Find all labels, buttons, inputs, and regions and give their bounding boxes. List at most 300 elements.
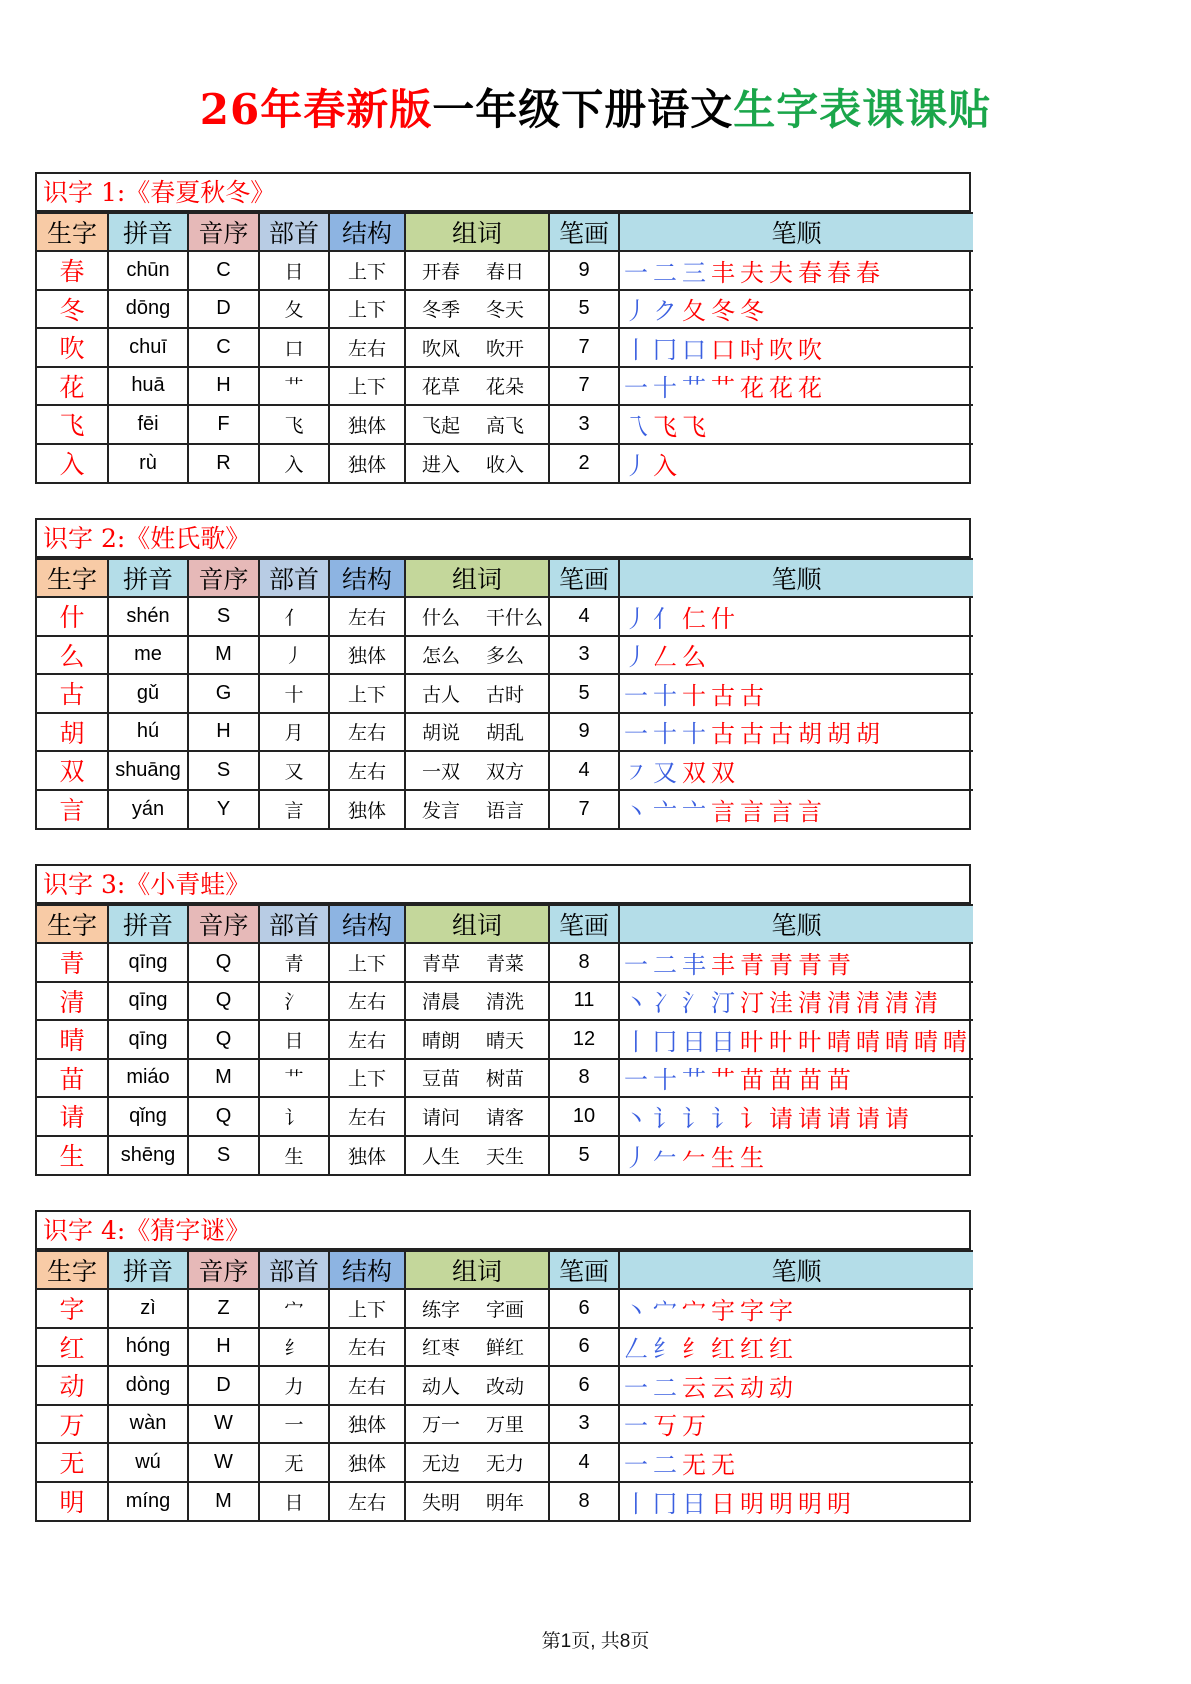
stroke-step: 言 bbox=[740, 797, 766, 826]
radical-cell: 无 bbox=[259, 1443, 329, 1482]
initial-letter-cell: Q bbox=[188, 1020, 259, 1059]
header-pinyin: 拼音 bbox=[108, 905, 188, 943]
structure-cell: 左右 bbox=[329, 597, 405, 636]
word-1: 进入 bbox=[422, 453, 461, 476]
stroke-step: 清 bbox=[856, 989, 882, 1018]
stroke-step: 胡 bbox=[827, 720, 853, 749]
word-1: 古人 bbox=[422, 683, 461, 706]
stroke-count-cell: 2 bbox=[549, 444, 619, 483]
character-table bbox=[37, 1250, 973, 1520]
radical-cell: 生 bbox=[259, 1136, 329, 1175]
stroke-step: 明 bbox=[827, 1489, 853, 1518]
word-1: 请问 bbox=[422, 1106, 461, 1129]
words-cell bbox=[405, 1020, 549, 1059]
stroke-step: 清 bbox=[885, 989, 911, 1018]
stroke-step: 纟 bbox=[653, 1335, 679, 1364]
word-2: 胡乱 bbox=[486, 722, 525, 745]
pinyin-cell: chuī bbox=[108, 328, 188, 367]
character-cell: 古 bbox=[37, 674, 108, 713]
stroke-count-cell: 7 bbox=[549, 790, 619, 829]
pinyin-cell: wú bbox=[108, 1443, 188, 1482]
header-jiegou: 结构 bbox=[329, 213, 405, 251]
word-1: 无边 bbox=[422, 1452, 461, 1475]
initial-letter-cell: W bbox=[188, 1443, 259, 1482]
pinyin-cell: huā bbox=[108, 367, 188, 406]
stroke-step: 苗 bbox=[740, 1066, 766, 1095]
initial-letter-cell: W bbox=[188, 1405, 259, 1444]
structure-cell: 左右 bbox=[329, 1328, 405, 1367]
stroke-count-cell: 4 bbox=[549, 751, 619, 790]
word-1: 豆苗 bbox=[422, 1068, 461, 1091]
stroke-step: 飞 bbox=[653, 412, 679, 441]
stroke-step: 苗 bbox=[798, 1066, 824, 1095]
stroke-step: 讠 bbox=[682, 1104, 708, 1133]
stroke-step: 红 bbox=[711, 1335, 737, 1364]
character-cell: 苗 bbox=[37, 1059, 108, 1098]
pinyin-cell: fēi bbox=[108, 405, 188, 444]
words-cell bbox=[405, 1482, 549, 1521]
stroke-step: 丶 bbox=[624, 989, 650, 1018]
stroke-step: 旪 bbox=[740, 1027, 766, 1056]
pinyin-cell: qīng bbox=[108, 982, 188, 1021]
character-cell: 青 bbox=[37, 943, 108, 982]
table-row bbox=[37, 597, 973, 636]
word-1: 飞起 bbox=[422, 414, 461, 437]
stroke-step: 晴 bbox=[885, 1027, 911, 1056]
words-cell bbox=[405, 1443, 549, 1482]
stroke-order-cell bbox=[619, 444, 973, 483]
stroke-order-cell bbox=[619, 1366, 973, 1405]
header-bihua: 笔画 bbox=[549, 559, 619, 597]
structure-cell: 独体 bbox=[329, 790, 405, 829]
pinyin-cell: miáo bbox=[108, 1059, 188, 1098]
stroke-step: 夫 bbox=[740, 258, 766, 287]
page-title bbox=[0, 80, 1191, 140]
word-2: 青菜 bbox=[486, 952, 525, 975]
stroke-step: 一 bbox=[624, 374, 650, 403]
stroke-step: 无 bbox=[711, 1450, 737, 1479]
header-pinyin: 拼音 bbox=[108, 213, 188, 251]
stroke-order-cell bbox=[619, 1059, 973, 1098]
stroke-step: 艹 bbox=[682, 1066, 708, 1095]
structure-cell: 上下 bbox=[329, 1289, 405, 1328]
initial-letter-cell: H bbox=[188, 713, 259, 752]
stroke-order-cell bbox=[619, 1020, 973, 1059]
structure-cell: 左右 bbox=[329, 1482, 405, 1521]
stroke-step: 丿 bbox=[624, 297, 650, 326]
character-cell: 明 bbox=[37, 1482, 108, 1521]
structure-cell: 上下 bbox=[329, 1059, 405, 1098]
stroke-count-cell: 6 bbox=[549, 1328, 619, 1367]
words-cell bbox=[405, 1328, 549, 1367]
stroke-step: 红 bbox=[769, 1335, 795, 1364]
stroke-step: 冂 bbox=[653, 1489, 679, 1518]
table-row bbox=[37, 1020, 973, 1059]
header-bushou: 部首 bbox=[259, 213, 329, 251]
structure-cell: 左右 bbox=[329, 328, 405, 367]
table-row bbox=[37, 790, 973, 829]
stroke-step: 生 bbox=[740, 1143, 766, 1172]
words-cell bbox=[405, 1136, 549, 1175]
structure-cell: 独体 bbox=[329, 636, 405, 675]
radical-cell: 日 bbox=[259, 1482, 329, 1521]
word-1: 青草 bbox=[422, 952, 461, 975]
stroke-step: 日 bbox=[682, 1489, 708, 1518]
radical-cell: 力 bbox=[259, 1366, 329, 1405]
stroke-step: 十 bbox=[653, 681, 679, 710]
radical-cell: 丿 bbox=[259, 636, 329, 675]
stroke-step: 夂 bbox=[682, 297, 708, 326]
word-2: 字画 bbox=[486, 1298, 525, 1321]
pinyin-cell: zì bbox=[108, 1289, 188, 1328]
word-2: 天生 bbox=[486, 1145, 525, 1168]
initial-letter-cell: C bbox=[188, 328, 259, 367]
stroke-count-cell: 5 bbox=[549, 1136, 619, 1175]
words-cell bbox=[405, 328, 549, 367]
header-yinxu: 音序 bbox=[188, 1251, 259, 1289]
pinyin-cell: shén bbox=[108, 597, 188, 636]
radical-cell: 艹 bbox=[259, 1059, 329, 1098]
radical-cell: 夂 bbox=[259, 290, 329, 329]
header-jiegou: 结构 bbox=[329, 905, 405, 943]
radical-cell: 青 bbox=[259, 943, 329, 982]
structure-cell: 独体 bbox=[329, 405, 405, 444]
character-table bbox=[37, 212, 973, 482]
radical-cell: 纟 bbox=[259, 1328, 329, 1367]
word-2: 花朵 bbox=[486, 376, 525, 399]
header-row bbox=[37, 213, 973, 251]
stroke-step: 胡 bbox=[798, 720, 824, 749]
stroke-step: 什 bbox=[711, 604, 737, 633]
lesson-title: 识字 1:《春夏秋冬》 bbox=[37, 174, 969, 212]
words-cell bbox=[405, 790, 549, 829]
character-cell: 红 bbox=[37, 1328, 108, 1367]
radical-cell: 一 bbox=[259, 1405, 329, 1444]
pinyin-cell: wàn bbox=[108, 1405, 188, 1444]
stroke-order-cell bbox=[619, 290, 973, 329]
stroke-step: 冬 bbox=[711, 297, 737, 326]
stroke-step: 日 bbox=[711, 1027, 737, 1056]
pinyin-cell: qǐng bbox=[108, 1097, 188, 1136]
stroke-step: 云 bbox=[682, 1373, 708, 1402]
stroke-order-cell bbox=[619, 1289, 973, 1328]
stroke-step: 丰 bbox=[711, 950, 737, 979]
stroke-step: 冫 bbox=[653, 989, 679, 1018]
character-cell: 万 bbox=[37, 1405, 108, 1444]
character-cell: 双 bbox=[37, 751, 108, 790]
table-row bbox=[37, 1482, 973, 1521]
pinyin-cell: qīng bbox=[108, 1020, 188, 1059]
header-row bbox=[37, 1251, 973, 1289]
stroke-order-cell bbox=[619, 943, 973, 982]
stroke-step: 十 bbox=[682, 681, 708, 710]
word-2: 晴天 bbox=[486, 1029, 525, 1052]
header-zuci: 组词 bbox=[405, 1251, 549, 1289]
word-1: 晴朗 bbox=[422, 1029, 461, 1052]
header-jiegou: 结构 bbox=[329, 1251, 405, 1289]
stroke-count-cell: 4 bbox=[549, 1443, 619, 1482]
header-bihua: 笔画 bbox=[549, 905, 619, 943]
radical-cell: 又 bbox=[259, 751, 329, 790]
initial-letter-cell: M bbox=[188, 1059, 259, 1098]
stroke-step: 一 bbox=[624, 258, 650, 287]
structure-cell: 独体 bbox=[329, 444, 405, 483]
character-cell: 请 bbox=[37, 1097, 108, 1136]
stroke-order-cell bbox=[619, 1136, 973, 1175]
word-1: 怎么 bbox=[422, 645, 461, 668]
stroke-step: 古 bbox=[740, 681, 766, 710]
stroke-step: 丶 bbox=[624, 1296, 650, 1325]
stroke-step: 古 bbox=[740, 720, 766, 749]
header-bishun: 笔顺 bbox=[619, 1251, 973, 1289]
stroke-step: 胡 bbox=[856, 720, 882, 749]
stroke-step: 云 bbox=[711, 1373, 737, 1402]
stroke-count-cell: 9 bbox=[549, 251, 619, 290]
words-cell bbox=[405, 444, 549, 483]
stroke-step: 冂 bbox=[653, 335, 679, 364]
stroke-step: 青 bbox=[769, 950, 795, 979]
character-table bbox=[37, 558, 973, 828]
stroke-step: 𠃋 bbox=[624, 1335, 650, 1364]
stroke-step: 字 bbox=[769, 1296, 795, 1325]
stroke-count-cell: 11 bbox=[549, 982, 619, 1021]
stroke-order-cell bbox=[619, 328, 973, 367]
word-2: 明年 bbox=[486, 1491, 525, 1514]
stroke-step: 古 bbox=[711, 681, 737, 710]
table-row bbox=[37, 713, 973, 752]
words-cell bbox=[405, 367, 549, 406]
initial-letter-cell: M bbox=[188, 1482, 259, 1521]
header-yinxu: 音序 bbox=[188, 905, 259, 943]
stroke-order-cell bbox=[619, 597, 973, 636]
stroke-step: 丰 bbox=[682, 950, 708, 979]
stroke-step: 口 bbox=[711, 335, 737, 364]
stroke-step: 丂 bbox=[653, 1412, 679, 1441]
stroke-step: 清 bbox=[798, 989, 824, 1018]
table-row bbox=[37, 1405, 973, 1444]
structure-cell: 左右 bbox=[329, 751, 405, 790]
initial-letter-cell: R bbox=[188, 444, 259, 483]
stroke-step: 𠂉 bbox=[682, 1143, 708, 1172]
header-bushou: 部首 bbox=[259, 1251, 329, 1289]
stroke-step: 丿 bbox=[624, 604, 650, 633]
table-row bbox=[37, 943, 973, 982]
stroke-order-cell bbox=[619, 251, 973, 290]
stroke-step: 清 bbox=[827, 989, 853, 1018]
stroke-step: 二 bbox=[653, 950, 679, 979]
header-yinxu: 音序 bbox=[188, 213, 259, 251]
stroke-count-cell: 6 bbox=[549, 1366, 619, 1405]
table-row bbox=[37, 251, 973, 290]
stroke-order-cell bbox=[619, 1328, 973, 1367]
table-row bbox=[37, 674, 973, 713]
radical-cell: 讠 bbox=[259, 1097, 329, 1136]
stroke-step: 万 bbox=[682, 1412, 708, 1441]
stroke-count-cell: 8 bbox=[549, 1059, 619, 1098]
words-cell bbox=[405, 1059, 549, 1098]
pinyin-cell: yán bbox=[108, 790, 188, 829]
stroke-step: 日 bbox=[682, 1027, 708, 1056]
lesson-title: 识字 4:《猜字谜》 bbox=[37, 1212, 969, 1250]
pinyin-cell: hú bbox=[108, 713, 188, 752]
stroke-step: 丰 bbox=[711, 258, 737, 287]
stroke-step: 一 bbox=[624, 1373, 650, 1402]
word-2: 春日 bbox=[486, 260, 525, 283]
stroke-order-cell bbox=[619, 636, 973, 675]
header-shengzi: 生字 bbox=[37, 213, 108, 251]
structure-cell: 独体 bbox=[329, 1443, 405, 1482]
stroke-step: 一 bbox=[624, 1412, 650, 1441]
initial-letter-cell: S bbox=[188, 597, 259, 636]
stroke-count-cell: 4 bbox=[549, 597, 619, 636]
lesson-section-4 bbox=[35, 1210, 971, 1522]
table-row bbox=[37, 1328, 973, 1367]
radical-cell: 日 bbox=[259, 1020, 329, 1059]
radical-cell: 飞 bbox=[259, 405, 329, 444]
header-row bbox=[37, 905, 973, 943]
word-2: 树苗 bbox=[486, 1068, 525, 1091]
stroke-count-cell: 10 bbox=[549, 1097, 619, 1136]
stroke-step: 请 bbox=[827, 1104, 853, 1133]
word-1: 什么 bbox=[422, 606, 461, 629]
character-cell: 字 bbox=[37, 1289, 108, 1328]
table-row bbox=[37, 1366, 973, 1405]
pinyin-cell: qīng bbox=[108, 943, 188, 982]
word-1: 冬季 bbox=[422, 299, 461, 322]
word-2: 干什么 bbox=[486, 606, 544, 629]
radical-cell: 十 bbox=[259, 674, 329, 713]
header-zuci: 组词 bbox=[405, 905, 549, 943]
stroke-count-cell: 3 bbox=[549, 636, 619, 675]
structure-cell: 独体 bbox=[329, 1136, 405, 1175]
word-1: 开春 bbox=[422, 260, 461, 283]
word-2: 请客 bbox=[486, 1106, 525, 1129]
header-shengzi: 生字 bbox=[37, 1251, 108, 1289]
initial-letter-cell: Y bbox=[188, 790, 259, 829]
stroke-step: 亠 bbox=[682, 797, 708, 826]
stroke-step: 花 bbox=[740, 374, 766, 403]
stroke-step: 请 bbox=[769, 1104, 795, 1133]
word-1: 吹风 bbox=[422, 337, 461, 360]
stroke-step: 生 bbox=[711, 1143, 737, 1172]
table-row bbox=[37, 1443, 973, 1482]
table-row bbox=[37, 636, 973, 675]
stroke-step: 十 bbox=[653, 1066, 679, 1095]
stroke-step: 晴 bbox=[827, 1027, 853, 1056]
words-cell bbox=[405, 674, 549, 713]
stroke-order-cell bbox=[619, 751, 973, 790]
radical-cell: 艹 bbox=[259, 367, 329, 406]
words-cell bbox=[405, 943, 549, 982]
word-2: 双方 bbox=[486, 760, 525, 783]
structure-cell: 上下 bbox=[329, 674, 405, 713]
radical-cell: 亻 bbox=[259, 597, 329, 636]
stroke-step: 二 bbox=[653, 258, 679, 287]
stroke-count-cell: 7 bbox=[549, 328, 619, 367]
radical-cell: 日 bbox=[259, 251, 329, 290]
word-2: 语言 bbox=[486, 799, 525, 822]
word-1: 练字 bbox=[422, 1298, 461, 1321]
character-cell: 入 bbox=[37, 444, 108, 483]
initial-letter-cell: S bbox=[188, 751, 259, 790]
initial-letter-cell: D bbox=[188, 1366, 259, 1405]
stroke-step: 汀 bbox=[711, 989, 737, 1018]
words-cell bbox=[405, 1097, 549, 1136]
word-1: 动人 bbox=[422, 1375, 461, 1398]
stroke-step: 入 bbox=[653, 451, 679, 480]
lesson-title: 识字 2:《姓氏歌》 bbox=[37, 520, 969, 558]
pinyin-cell: dòng bbox=[108, 1366, 188, 1405]
character-cell: 春 bbox=[37, 251, 108, 290]
stroke-order-cell bbox=[619, 1443, 973, 1482]
initial-letter-cell: S bbox=[188, 1136, 259, 1175]
structure-cell: 左右 bbox=[329, 713, 405, 752]
pinyin-cell: míng bbox=[108, 1482, 188, 1521]
stroke-step: 晴 bbox=[914, 1027, 940, 1056]
stroke-step: 春 bbox=[827, 258, 853, 287]
stroke-step: 二 bbox=[653, 1450, 679, 1479]
stroke-order-cell bbox=[619, 1097, 973, 1136]
title-subject: 生字表课课贴 bbox=[733, 85, 992, 134]
word-2: 收入 bbox=[486, 453, 525, 476]
stroke-step: 双 bbox=[711, 758, 737, 787]
lesson-section-2 bbox=[35, 518, 971, 830]
stroke-step: 又 bbox=[653, 758, 679, 787]
radical-cell: 月 bbox=[259, 713, 329, 752]
stroke-order-cell bbox=[619, 1482, 973, 1521]
stroke-step: 春 bbox=[856, 258, 882, 287]
word-1: 失明 bbox=[422, 1491, 461, 1514]
stroke-step: 旪 bbox=[798, 1027, 824, 1056]
words-cell bbox=[405, 251, 549, 290]
initial-letter-cell: C bbox=[188, 251, 259, 290]
stroke-step: 乁 bbox=[624, 412, 650, 441]
stroke-count-cell: 5 bbox=[549, 290, 619, 329]
header-row bbox=[37, 559, 973, 597]
words-cell bbox=[405, 1289, 549, 1328]
stroke-step: 洼 bbox=[769, 989, 795, 1018]
word-1: 万一 bbox=[422, 1414, 461, 1437]
header-pinyin: 拼音 bbox=[108, 1251, 188, 1289]
stroke-step: 氵 bbox=[682, 989, 708, 1018]
words-cell bbox=[405, 597, 549, 636]
radical-cell: 氵 bbox=[259, 982, 329, 1021]
stroke-step: 青 bbox=[798, 950, 824, 979]
word-1: 清晨 bbox=[422, 991, 461, 1014]
stroke-step: 丿 bbox=[624, 1143, 650, 1172]
header-bushou: 部首 bbox=[259, 905, 329, 943]
table-row bbox=[37, 328, 973, 367]
stroke-count-cell: 9 bbox=[549, 713, 619, 752]
initial-letter-cell: Q bbox=[188, 943, 259, 982]
stroke-step: 𠂉 bbox=[653, 1143, 679, 1172]
stroke-order-cell bbox=[619, 790, 973, 829]
word-1: 发言 bbox=[422, 799, 461, 822]
header-bishun: 笔顺 bbox=[619, 905, 973, 943]
stroke-step: 丨 bbox=[624, 1489, 650, 1518]
character-cell: 清 bbox=[37, 982, 108, 1021]
header-yinxu: 音序 bbox=[188, 559, 259, 597]
stroke-step: 仁 bbox=[682, 604, 708, 633]
word-2: 古时 bbox=[486, 683, 525, 706]
stroke-step: 吹 bbox=[769, 335, 795, 364]
words-cell bbox=[405, 713, 549, 752]
stroke-step: 讠 bbox=[740, 1104, 766, 1133]
stroke-order-cell bbox=[619, 713, 973, 752]
header-zuci: 组词 bbox=[405, 213, 549, 251]
word-1: 花草 bbox=[422, 376, 461, 399]
stroke-step: 口 bbox=[682, 335, 708, 364]
